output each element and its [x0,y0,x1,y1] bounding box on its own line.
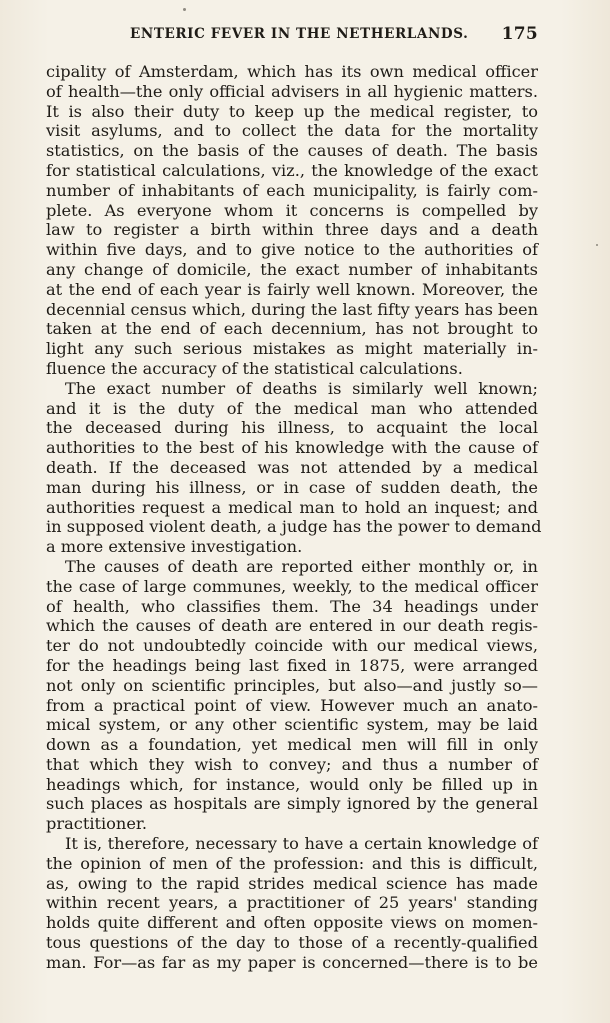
text-line: man during his illness, or in case of sudden death, the [46,477,538,497]
text-line: for statistical calculations, viz., the knowledge of the exact [46,160,538,180]
text-line: of health—the only official advisers in all hygienic matters. [46,81,538,101]
text-line: holds quite different and often opposite views on momen- [46,913,538,933]
text-line: the case of large communes, weekly, to the medical officer [46,576,538,596]
text-line: within five days, and to give notice to the authorities of [46,240,538,260]
text-line: authorities request a medical man to hold an inquest; and [46,497,538,517]
print-speck [596,244,598,246]
text-line: taken at the end of each decennium, has not brought to [46,319,538,339]
text-line: cipality of Amsterdam, which has its own medical officer [46,62,538,81]
text-line: that which they wish to convey; and thus a number of [46,754,538,774]
text-line: and it is the duty of the medical man who attended [46,398,538,418]
text-line: as, owing to the rapid strides medical science has made [46,873,538,893]
text-line: down as a foundation, yet medical men will fill in only [46,735,538,755]
text-line: decennial census which, during the last fifty years has been [46,299,538,319]
text-line: not only on scientific principles, but also—and justly so— [46,675,538,695]
text-line: The causes of death are reported either monthly or, in [65,556,538,576]
text-line: number of inhabitants of each municipality, is fairly com- [46,180,538,200]
text-line: It is, therefore, necessary to have a certain knowledge of [65,834,538,854]
text-line: of health, who classifies them. The 34 headings under [46,596,538,616]
text-line: which the causes of death are entered in our death regis- [46,616,538,636]
text-line: from a practical point of view. However much an anato- [46,695,538,715]
text-line: man. For—as far as my paper is concerned—there is to be [46,952,538,972]
text-line: It is also their duty to keep up the medical register, to [46,101,538,121]
text-line: visit asylums, and to collect the data for the mortality [46,121,538,141]
text-line: The exact number of deaths is similarly well known; [65,378,538,398]
text-line: law to register a birth within three days and a death [46,220,538,240]
print-speck [183,8,186,11]
text-line: ter do not undoubtedly coincide with our medical views, [46,636,538,656]
text-line: the opinion of men of the profession: and this is difficult, [46,853,538,873]
text-line: the deceased during his illness, to acquaint the local [46,418,538,438]
text-line: statistics, on the basis of the causes of death. The basis [46,141,538,161]
text-line: plete. As everyone whom it concerns is compelled by [46,200,538,220]
text-line: authorities to the best of his knowledge with the cause of [46,438,538,458]
text-line: for the headings being last fixed in 1875, were arranged [46,655,538,675]
text-line: at the end of each year is fairly well known. Moreover, the [46,279,538,299]
body-text [46,62,542,973]
text-line: such places as hospitals are simply ignored by the general [46,794,538,814]
running-head-title: ENTERIC FEVER IN THE NETHERLANDS. [130,26,469,42]
page-number: 175 [501,24,538,44]
text-line: headings which, for instance, would only be filled up in [46,774,538,794]
text-line: death. If the deceased was not attended by a medical [46,457,538,477]
text-line: mical system, or any other scientific system, may be laid [46,715,538,735]
running-head [46,24,538,48]
text-line: light any such serious mistakes as might materially in- [46,339,538,359]
text-line: a more extensive investigation. [46,537,303,557]
text-line: in supposed violent death, a judge has the power to demand [46,517,542,537]
text-line: fluence the accuracy of the statistical calculations. [46,358,463,378]
text-line: any change of domicile, the exact number of inhabitants [46,259,538,279]
text-line: tous questions of the day to those of a recently-qualified [46,933,538,953]
text-line: within recent years, a practitioner of 25 years' standing [46,893,538,913]
text-line: practitioner. [46,814,148,834]
